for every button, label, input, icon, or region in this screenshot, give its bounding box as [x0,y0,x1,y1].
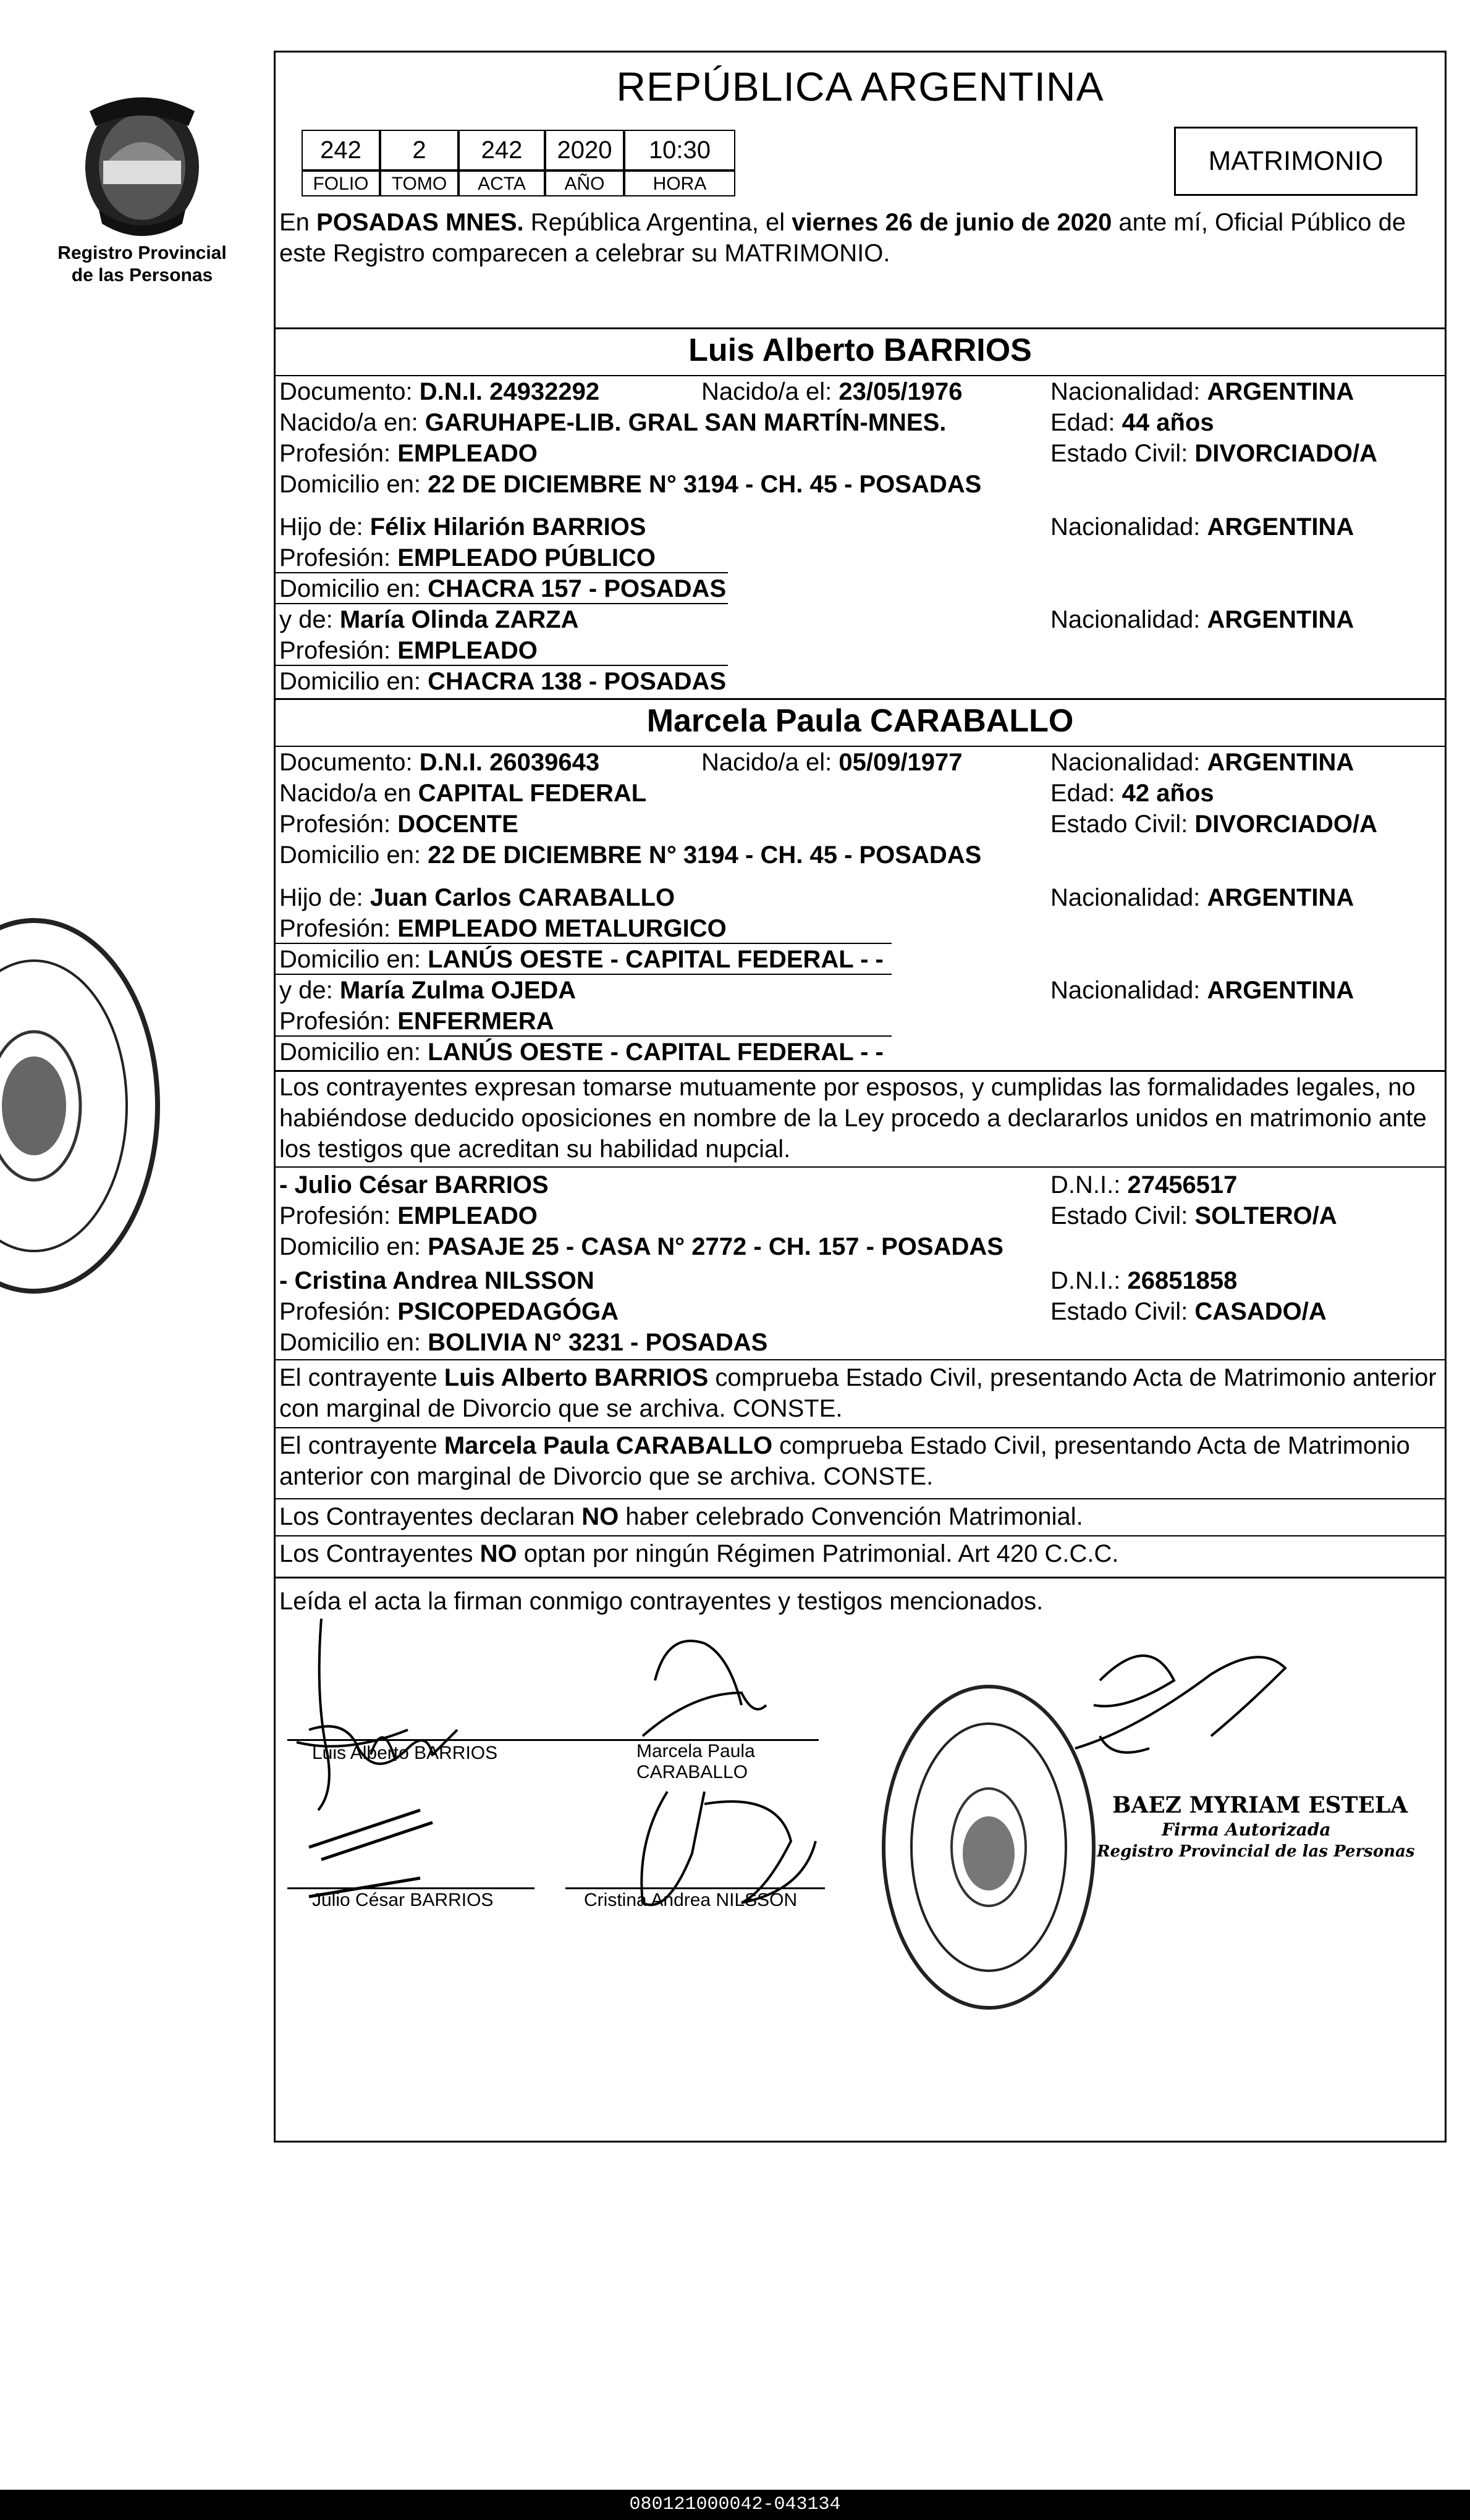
witness1-profession: Profesión: EMPLEADO [279,1202,538,1229]
signature-line-1 [287,1739,587,1741]
witness2-name: - Cristina Andrea NILSSON [279,1267,594,1294]
witness2-profession: Profesión: PSICOPEDAGÓGA [279,1298,619,1325]
spouse2-mother-nationality: Nacionalidad: ARGENTINA [1050,977,1354,1004]
spouse2-name: Marcela Paula CARABALLO [646,703,1074,739]
act-type-box: MATRIMONIO [1174,127,1417,196]
spouse1-profession: Profesión: EMPLEADO [279,440,538,467]
witness2-civil-status: Estado Civil: CASADO/A [1050,1298,1327,1325]
spouse2-father-profession: Profesión: EMPLEADO METALURGICO [279,915,727,942]
spouse2-birthplace: Nacido/a en CAPITAL FEDERAL [279,780,647,807]
spouse1-mother-address: Domicilio en: CHACRA 138 - POSADAS [279,668,727,695]
spouse2-mother-address: Domicilio en: LANÚS OESTE - CAPITAL FEDERAL - - [279,1039,884,1066]
spouse1-birthdate: Nacido/a el: 23/05/1976 [701,378,963,405]
intro-paragraph: En POSADAS MNES. República Argentina, el viernes 26 de junio de 2020 ante mí, Oficial Público de este Registro comparecen a celebrar su MATRIMONIO. [279,209,1406,267]
spouse1-document: Documento: D.N.I. 24932292 [279,378,600,405]
divider-signatures [274,1577,1447,1578]
folio-label: FOLIO [302,171,380,196]
official-role: Firma Autorizada [1162,1819,1331,1840]
divider-civil-proof-2 [274,1427,1447,1428]
convention-statement: Los Contrayentes declaran NO haber celebrado Convención Matrimonial. [279,1503,1083,1530]
witness1-civil-status: Estado Civil: SOLTERO/A [1050,1202,1337,1229]
divider-spouse2 [274,698,1447,700]
hora-value: 10:30 [624,130,735,171]
spouse1-mother-nationality: Nacionalidad: ARGENTINA [1050,606,1354,633]
registry-name [37,242,247,287]
document-code: 080121000042-043134 [629,2494,841,2515]
civil-proof-spouse2: El contrayente Marcela Paula CARABALLO comprueba Estado Civil, presentando Acta de Matrimonio anterior con marginal de Divorcio que se archiva. CONSTE. [279,1432,1410,1490]
signature-label-2: Marcela Paula CARABALLO [636,1741,755,1782]
spouse2-address: Domicilio en: 22 DE DICIEMBRE N° 3194 - CH. 45 - POSADAS [279,841,982,869]
spouse2-age: Edad: 42 años [1050,780,1214,807]
divider-regime [274,1535,1447,1536]
anio-value: 2020 [545,130,624,171]
page-title: REPÚBLICA ARGENTINA [616,64,1104,109]
spouse1-father-address: Domicilio en: CHACRA 157 - POSADAS [279,575,727,602]
closing-statement: Leída el acta la firman conmigo contrayentes y testigos mencionados. [279,1588,1044,1615]
declaration-paragraph: Los contrayentes expresan tomarse mutuamente por esposos, y cumplidas las formalidades legales, no habiéndose deducido oposiciones en nombre de la Ley procedo a declararlos unidos en matrimonio ante los testigos que acreditan su habilidad nupcial. [279,1074,1427,1163]
spouse2-father-address: Domicilio en: LANÚS OESTE - CAPITAL FEDERAL - - [279,946,884,973]
anio-label: AÑO [545,171,624,196]
spouse1-civil-status: Estado Civil: DIVORCIADO/A [1050,440,1377,467]
witness2-dni: D.N.I.: 26851858 [1050,1267,1238,1294]
spouse2-nationality: Nacionalidad: ARGENTINA [1050,749,1354,776]
divider-civil-proof [274,1359,1447,1360]
spouse2-birthdate: Nacido/a el: 05/09/1977 [701,749,963,776]
folio-value: 242 [302,130,380,171]
spouse2-civil-status: Estado Civil: DIVORCIADO/A [1050,811,1377,838]
spouse2-father: Hijo de: Juan Carlos CARABALLO [279,884,675,911]
registry-name-line2: de las Personas [71,265,213,285]
spouse1-address: Domicilio en: 22 DE DICIEMBRE N° 3194 - CH. 45 - POSADAS [279,471,982,498]
spouse1-birthplace: Nacido/a en: GARUHAPE-LIB. GRAL SAN MARTÍN-MNES. [279,409,947,436]
signature-scribble-2 [643,1641,766,1736]
divider-witnesses [274,1166,1447,1168]
hora-label: HORA [624,171,735,196]
witness1-dni: D.N.I.: 27456517 [1050,1171,1238,1199]
acta-value: 242 [458,130,545,171]
province-seal-logo [65,86,219,241]
signature-scribble-1 [297,1619,457,1810]
spouse1-name: Luis Alberto BARRIOS [688,332,1032,368]
regime-statement: Los Contrayentes NO optan por ningún Régimen Patrimonial. Art 420 C.C.C. [279,1540,1119,1567]
tomo-label: TOMO [380,171,458,196]
spouse1-nationality: Nacionalidad: ARGENTINA [1050,378,1354,405]
witness1-name: - Julio César BARRIOS [279,1171,549,1199]
divider-spouse1 [274,327,1447,329]
spouse2-mother-profession: Profesión: ENFERMERA [279,1008,554,1035]
signature-scribble-3 [309,1810,433,1897]
civil-proof-spouse1: El contrayente Luis Alberto BARRIOS comprueba Estado Civil, presentando Acta de Matrimonio anterior con marginal de Divorcio que se archiva. CONSTE. [279,1364,1437,1422]
intro-place: POSADAS MNES. [316,209,524,236]
witness1-address: Domicilio en: PASAJE 25 - CASA N° 2772 - CH. 157 - POSADAS [279,1233,1003,1260]
spouse1-father-profession: Profesión: EMPLEADO PÚBLICO [279,544,656,571]
signature-label-1: Luis Alberto BARRIOS [312,1743,498,1763]
spouse1-age: Edad: 44 años [1050,409,1214,436]
spouse2-father-nationality: Nacionalidad: ARGENTINA [1050,884,1354,911]
spouse2-profession: Profesión: DOCENTE [279,811,518,838]
spouse1-father: Hijo de: Félix Hilarión BARRIOS [279,513,646,541]
acta-label: ACTA [458,171,545,196]
signature-label-3: Julio César BARRIOS [312,1890,494,1910]
spouse1-mother-profession: Profesión: EMPLEADO [279,637,538,664]
intro-date: viernes 26 de junio de 2020 [792,209,1112,236]
spouse1-father-nationality: Nacionalidad: ARGENTINA [1050,513,1354,541]
spouse2-document: Documento: D.N.I. 26039643 [279,749,600,776]
tomo-value: 2 [380,130,458,171]
signature-label-4: Cristina Andrea NILSSON [584,1890,798,1910]
divider-convention [274,1498,1447,1499]
registry-name-line1: Registro Provincial [57,243,227,263]
spouse2-mother: y de: María Zulma OJEDA [279,977,577,1004]
official-round-stamp [865,1643,1112,2051]
official-office: Registro Provincial de las Personas [1097,1842,1415,1861]
witness2-address: Domicilio en: BOLIVIA N° 3231 - POSADAS [279,1329,768,1356]
spouse1-mother: y de: María Olinda ZARZA [279,606,579,633]
left-margin-stamp [0,902,192,1310]
official-name: BAEZ MYRIAM ESTELA [1112,1792,1408,1818]
